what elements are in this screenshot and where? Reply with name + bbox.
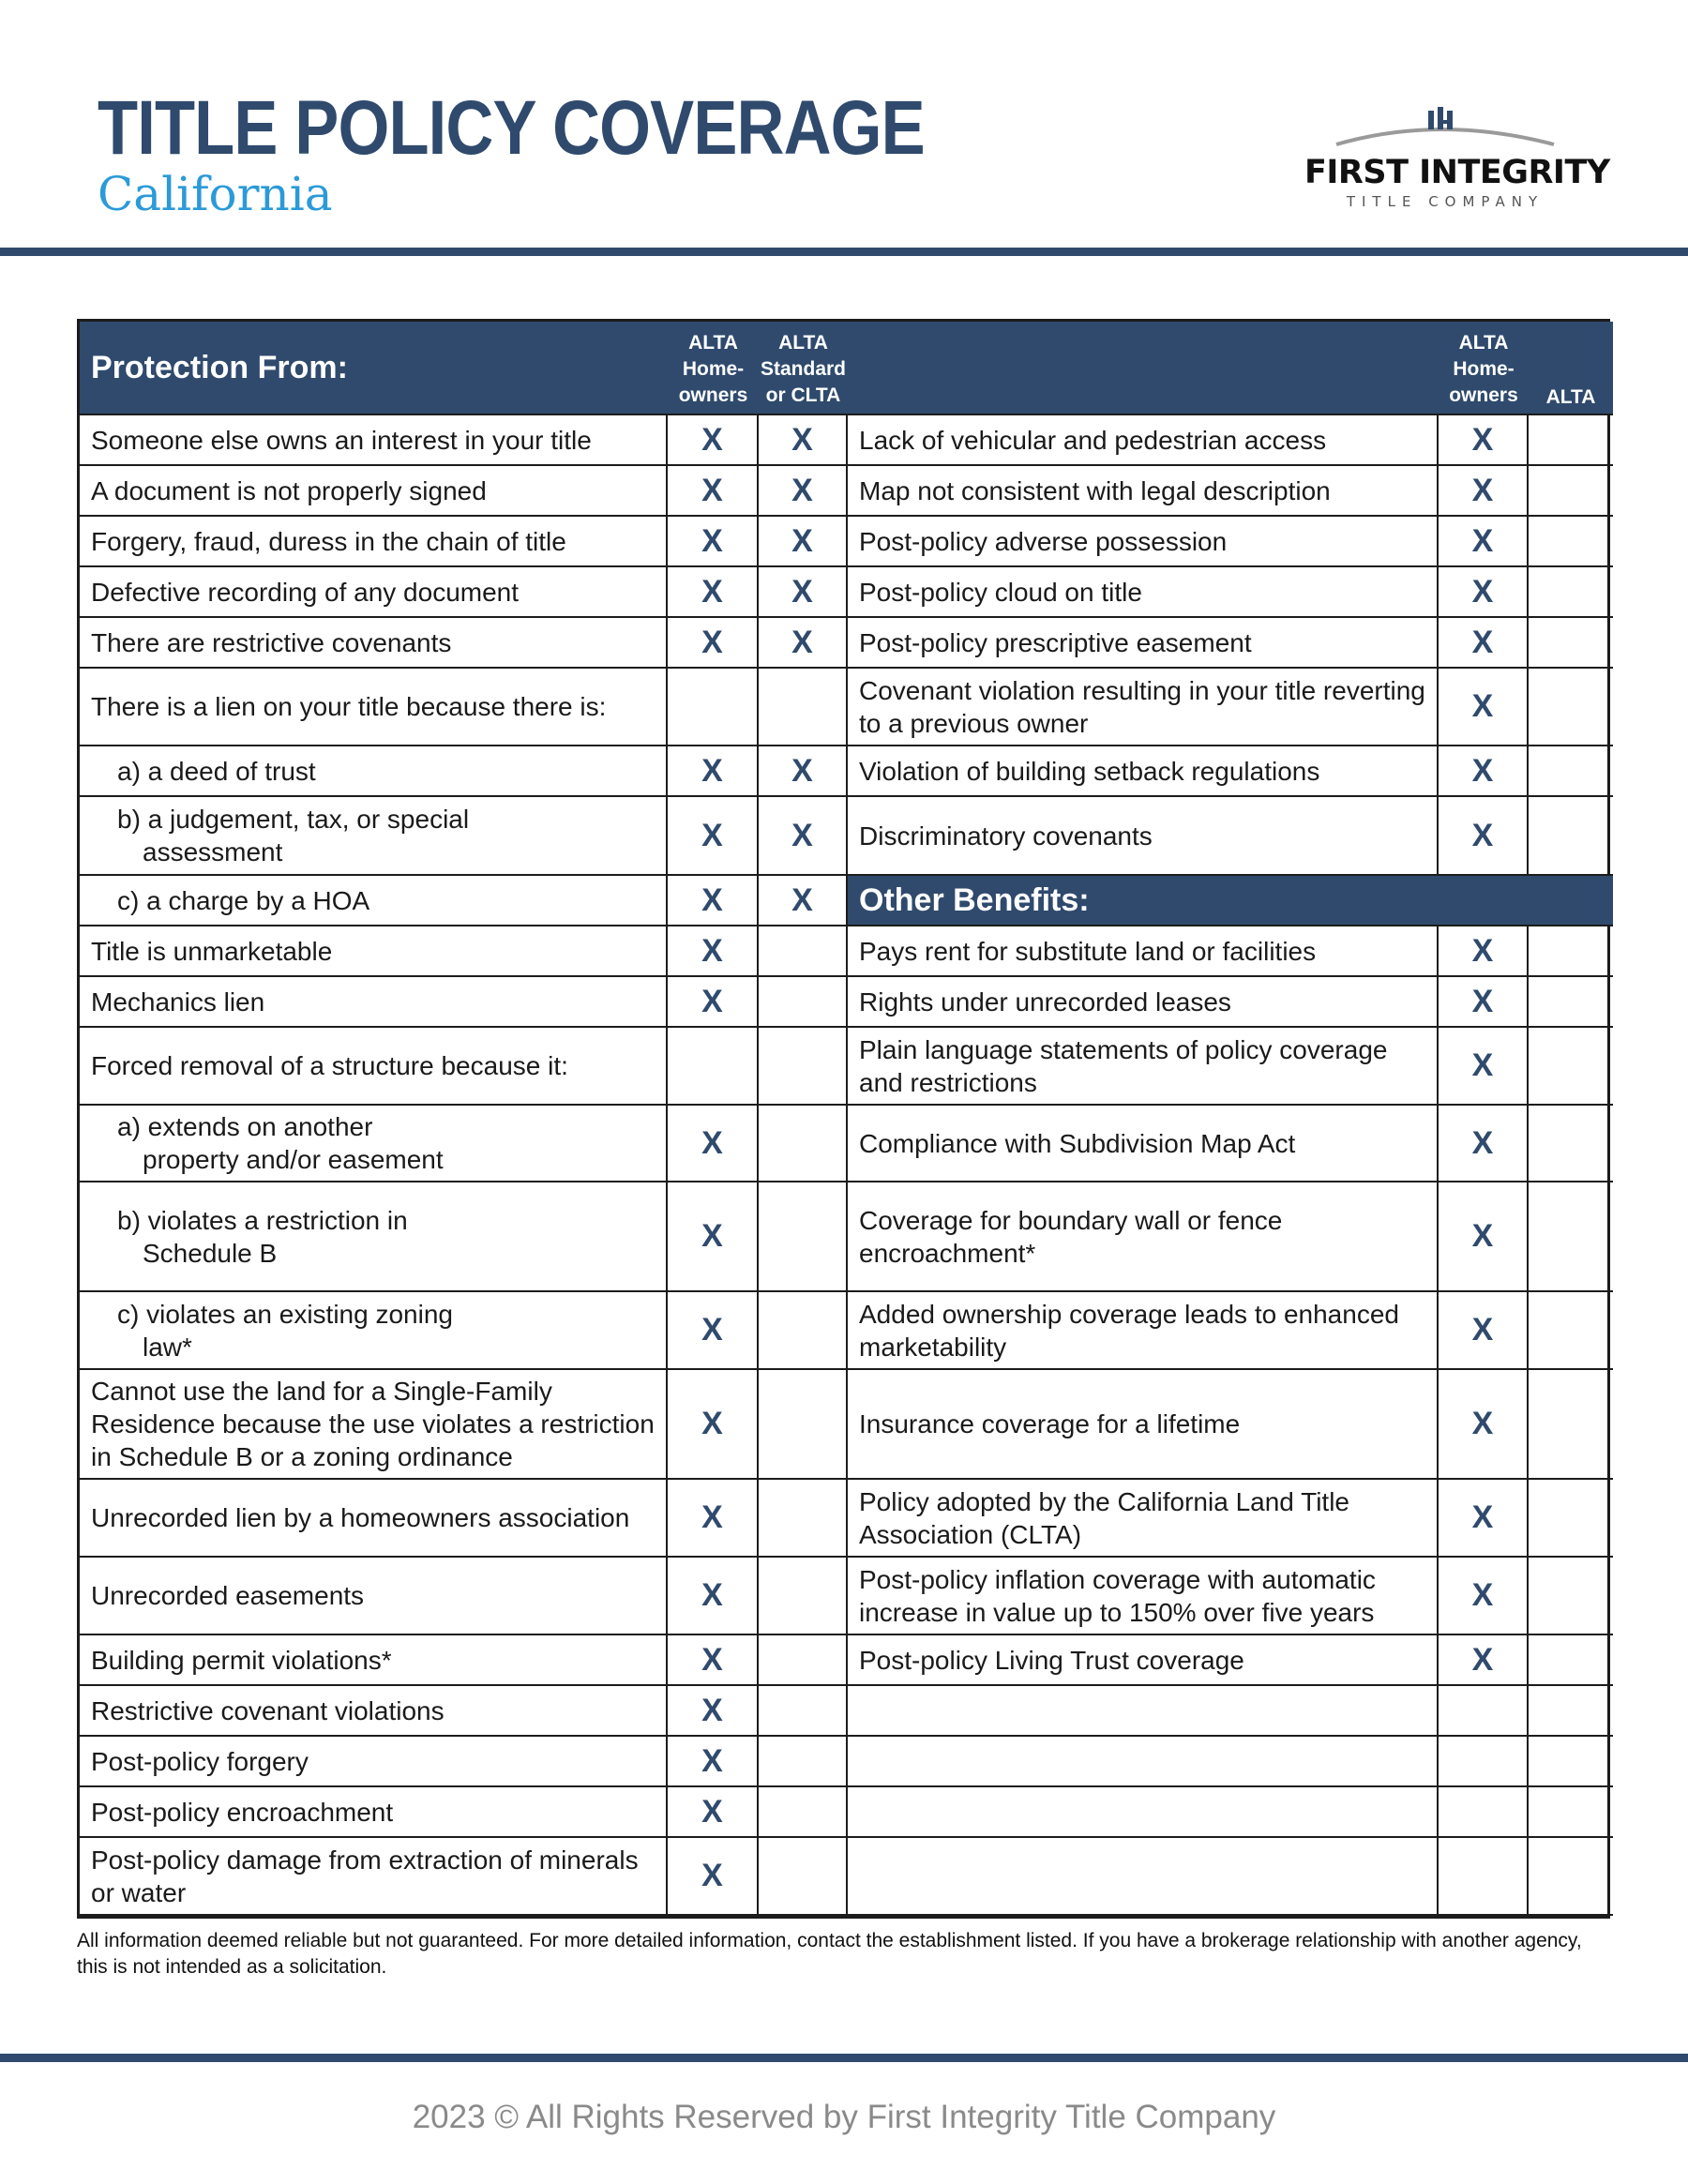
coverage-mark-right-homeowners: X (1439, 1028, 1529, 1106)
empty-mark (1439, 1838, 1529, 1916)
coverage-mark-alta-standard: X (759, 876, 848, 926)
coverage-mark-right-alta (1529, 1106, 1613, 1182)
coverage-mark-alta-standard (759, 1106, 848, 1182)
coverage-mark-right-alta (1529, 1028, 1613, 1106)
row-label-continuation: assessment (143, 837, 283, 866)
coverage-mark-alta-homeowners: X (668, 797, 759, 876)
row-label-line: c) violates an existing zoning (117, 1299, 453, 1329)
coverage-mark-alta-standard (759, 1787, 848, 1838)
coverage-mark-right-alta (1529, 517, 1613, 567)
empty-mark (1439, 1737, 1529, 1787)
coverage-mark-right-homeowners: X (1439, 746, 1529, 797)
coverage-mark-alta-homeowners: X (668, 1370, 759, 1480)
table-row-label: Post-policy cloud on title (848, 567, 1439, 618)
coverage-mark-right-alta (1529, 797, 1613, 876)
header-col-alta-standard: ALTA Standard or CLTA (759, 322, 848, 415)
coverage-mark-alta-homeowners: X (668, 1182, 759, 1292)
table-row-label: Mechanics lien (80, 977, 668, 1028)
table-row-label: Discriminatory covenants (848, 797, 1439, 876)
coverage-mark-right-homeowners: X (1439, 797, 1529, 876)
coverage-mark-alta-standard (759, 1292, 848, 1370)
coverage-mark-alta-standard (759, 926, 848, 977)
logo-tagline: TITLE COMPANY (1346, 193, 1545, 210)
table-row-label: Someone else owns an interest in your title (80, 415, 668, 466)
table-row-label: Unrecorded easements (80, 1558, 668, 1635)
coverage-mark-alta-standard: X (759, 746, 848, 797)
coverage-mark-alta-homeowners: X (668, 1480, 759, 1558)
empty-row-label (848, 1838, 1439, 1916)
table-row-label: Building permit violations* (80, 1635, 668, 1686)
coverage-mark-right-alta (1529, 567, 1613, 618)
table-row-label: Restrictive covenant violations (80, 1686, 668, 1737)
coverage-mark-alta-standard: X (759, 618, 848, 669)
row-label-continuation: property and/or easement (143, 1145, 444, 1174)
table-row-label: Covenant violation resulting in your title reverting to a previous owner (848, 669, 1439, 746)
table-row-label (80, 1106, 668, 1182)
empty-row-label (848, 1787, 1439, 1838)
table-row-label: Post-policy adverse possession (848, 517, 1439, 567)
logo-wordmark: FIRST INTEGRITY (1304, 154, 1610, 191)
coverage-mark-alta-standard (759, 1558, 848, 1635)
coverage-mark-alta-homeowners: X (668, 1292, 759, 1370)
coverage-mark-right-alta (1529, 1182, 1613, 1292)
table-row-label: a) a deed of trust (80, 746, 668, 797)
row-label-continuation: law* (143, 1332, 192, 1362)
coverage-mark-alta-homeowners: X (668, 1737, 759, 1787)
coverage-mark-right-homeowners: X (1439, 618, 1529, 669)
coverage-mark-right-homeowners: X (1439, 567, 1529, 618)
empty-mark (1529, 1838, 1613, 1916)
coverage-mark-alta-homeowners: X (668, 415, 759, 466)
coverage-mark-alta-homeowners (668, 1028, 759, 1106)
table-row-label: Forced removal of a structure because it: (80, 1028, 668, 1106)
coverage-mark-right-homeowners: X (1439, 415, 1529, 466)
coverage-mark-right-homeowners: X (1439, 1182, 1529, 1292)
empty-mark (1529, 1737, 1613, 1787)
table-row-label (80, 1292, 668, 1370)
coverage-mark-alta-standard (759, 1686, 848, 1737)
coverage-mark-alta-standard (759, 1182, 848, 1292)
coverage-mark-alta-standard: X (759, 466, 848, 517)
coverage-mark-right-homeowners: X (1439, 1370, 1529, 1480)
coverage-mark-alta-standard (759, 669, 848, 746)
table-row-label: Post-policy damage from extraction of minerals or water (80, 1838, 668, 1916)
benefit-row-label: Compliance with Subdivision Map Act (848, 1106, 1439, 1182)
coverage-mark-alta-homeowners: X (668, 1838, 759, 1916)
coverage-mark-alta-standard: X (759, 517, 848, 567)
table-row-label: There is a lien on your title because there is: (80, 669, 668, 746)
empty-mark (1529, 1686, 1613, 1737)
coverage-mark-right-alta (1529, 618, 1613, 669)
coverage-mark-alta-homeowners: X (668, 1558, 759, 1635)
coverage-mark-alta-standard: X (759, 567, 848, 618)
coverage-mark-alta-homeowners (668, 669, 759, 746)
coverage-mark-right-alta (1529, 1292, 1613, 1370)
company-logo (1299, 105, 1610, 218)
benefit-row-label: Post-policy Living Trust coverage (848, 1635, 1439, 1686)
coverage-mark-alta-homeowners: X (668, 618, 759, 669)
coverage-mark-right-homeowners: X (1439, 517, 1529, 567)
coverage-mark-alta-standard: X (759, 415, 848, 466)
coverage-mark-alta-homeowners: X (668, 1686, 759, 1737)
coverage-mark-right-alta (1529, 1370, 1613, 1480)
page-title: TITLE POLICY COVERAGE (98, 85, 925, 171)
table-row-label: Post-policy forgery (80, 1737, 668, 1787)
table-row-label: Lack of vehicular and pedestrian access (848, 415, 1439, 466)
coverage-mark-right-homeowners: X (1439, 466, 1529, 517)
table-row-label: Post-policy prescriptive easement (848, 618, 1439, 669)
benefit-row-label: Policy adopted by the California Land Title Association (CLTA) (848, 1480, 1439, 1558)
coverage-mark-right-homeowners: X (1439, 669, 1529, 746)
coverage-mark-right-alta (1529, 977, 1613, 1028)
coverage-mark-alta-standard (759, 1370, 848, 1480)
row-label-line: b) violates a restriction in (117, 1205, 408, 1235)
coverage-mark-right-alta (1529, 746, 1613, 797)
empty-mark (1439, 1686, 1529, 1737)
coverage-mark-alta-homeowners: X (668, 466, 759, 517)
coverage-mark-alta-homeowners: X (668, 876, 759, 926)
logo-arc-icon (1299, 105, 1590, 161)
table-row-label: Defective recording of any document (80, 567, 668, 618)
page-subtitle: California (98, 167, 333, 221)
coverage-mark-right-alta (1529, 1635, 1613, 1686)
coverage-mark-right-alta (1529, 466, 1613, 517)
benefit-row-label: Added ownership coverage leads to enhanced marketability (848, 1292, 1439, 1370)
table-row-label (80, 797, 668, 876)
coverage-mark-right-alta (1529, 926, 1613, 977)
benefit-row-label: Post-policy inflation coverage with automatic increase in value up to 150% over five years (848, 1558, 1439, 1635)
table-row-label: c) a charge by a HOA (80, 876, 668, 926)
coverage-mark-alta-homeowners: X (668, 517, 759, 567)
table-row-label: There are restrictive covenants (80, 618, 668, 669)
coverage-mark-alta-homeowners: X (668, 1106, 759, 1182)
empty-mark (1529, 1787, 1613, 1838)
coverage-mark-right-homeowners: X (1439, 977, 1529, 1028)
coverage-mark-alta-homeowners: X (668, 977, 759, 1028)
table-row-label: A document is not properly signed (80, 466, 668, 517)
footer-divider (0, 2054, 1688, 2062)
disclaimer-text: All information deemed reliable but not guaranteed. For more detailed information, contact the establishment listed. If you have a brokerage relationship with another agency, this is not intended as a solicitation. (77, 1930, 1582, 1978)
row-label-line: a) extends on another (117, 1112, 373, 1141)
empty-mark (1439, 1787, 1529, 1838)
coverage-mark-alta-standard (759, 1635, 848, 1686)
table-row-label: Title is unmarketable (80, 926, 668, 977)
header-col-right-alta: ALTA (1529, 322, 1613, 415)
coverage-table (77, 319, 1610, 1919)
header-divider (0, 248, 1688, 256)
header-spacer (848, 322, 1439, 415)
coverage-mark-alta-homeowners: X (668, 567, 759, 618)
empty-row-label (848, 1737, 1439, 1787)
coverage-mark-alta-standard (759, 1480, 848, 1558)
coverage-mark-alta-homeowners: X (668, 1787, 759, 1838)
coverage-mark-alta-standard (759, 1838, 848, 1916)
coverage-mark-alta-standard: X (759, 797, 848, 876)
table-row-label: Unrecorded lien by a homeowners association (80, 1480, 668, 1558)
table-row-label: Violation of building setback regulations (848, 746, 1439, 797)
coverage-mark-alta-homeowners: X (668, 746, 759, 797)
footer-copyright: 2023 © All Rights Reserved by First Integrity Title Company (412, 2099, 1276, 2135)
row-label-line: b) a judgement, tax, or special (117, 805, 470, 834)
header-protection-from: Protection From: (80, 322, 668, 415)
benefit-row-label: Rights under unrecorded leases (848, 977, 1439, 1028)
coverage-mark-right-homeowners: X (1439, 1292, 1529, 1370)
coverage-mark-right-alta (1529, 1558, 1613, 1635)
empty-row-label (848, 1686, 1439, 1737)
coverage-mark-alta-standard (759, 977, 848, 1028)
benefit-row-label: Coverage for boundary wall or fence encroachment* (848, 1182, 1439, 1292)
table-row-label: Map not consistent with legal description (848, 466, 1439, 517)
coverage-mark-right-homeowners: X (1439, 1106, 1529, 1182)
table-row-label: Cannot use the land for a Single-Family Residence because the use violates a restriction in Schedule B or a zoning ordinance (80, 1370, 668, 1480)
coverage-mark-right-alta (1529, 1480, 1613, 1558)
coverage-mark-alta-standard (759, 1737, 848, 1787)
coverage-mark-right-alta (1529, 669, 1613, 746)
benefit-row-label: Insurance coverage for a lifetime (848, 1370, 1439, 1480)
coverage-mark-right-alta (1529, 415, 1613, 466)
coverage-mark-right-homeowners: X (1439, 1480, 1529, 1558)
coverage-mark-right-homeowners: X (1439, 1635, 1529, 1686)
table-row-label (80, 1182, 668, 1292)
row-label-continuation: Schedule B (143, 1238, 278, 1268)
table-row-label: Forgery, fraud, duress in the chain of title (80, 517, 668, 567)
header-col-right-homeowners: ALTA Home- owners (1439, 322, 1529, 415)
coverage-mark-right-homeowners: X (1439, 926, 1529, 977)
table-row-label: Post-policy encroachment (80, 1787, 668, 1838)
header-col-alta-homeowners: ALTA Home- owners (668, 322, 759, 415)
coverage-mark-alta-homeowners: X (668, 1635, 759, 1686)
coverage-mark-right-homeowners: X (1439, 1558, 1529, 1635)
benefit-row-label: Plain language statements of policy coverage and restrictions (848, 1028, 1439, 1106)
benefit-row-label: Pays rent for substitute land or facilities (848, 926, 1439, 977)
coverage-mark-alta-homeowners: X (668, 926, 759, 977)
other-benefits-heading: Other Benefits: (848, 876, 1613, 926)
coverage-mark-alta-standard (759, 1028, 848, 1106)
